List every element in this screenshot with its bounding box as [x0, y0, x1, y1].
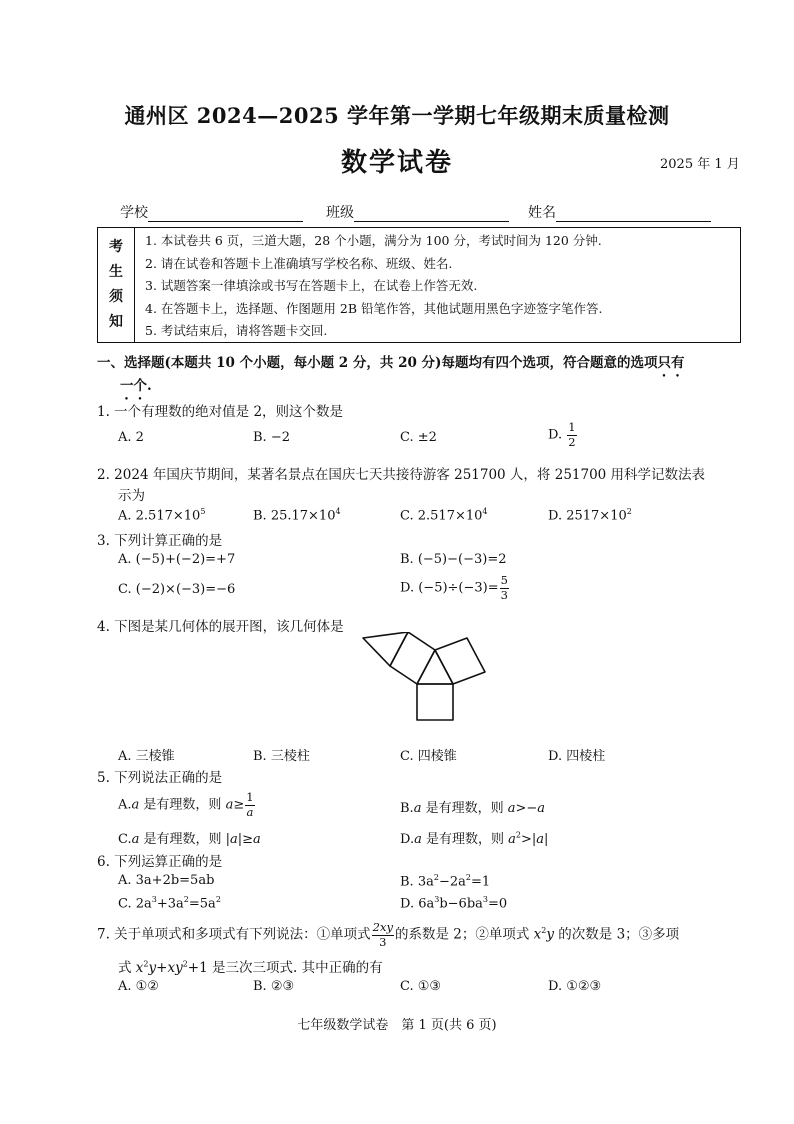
variable: x: [533, 926, 542, 943]
question-5-stem: 5. 下列说法正确的是: [97, 770, 223, 786]
exam-date: 2025 年 1 月: [660, 157, 740, 172]
notice-heading-char: 须: [109, 289, 123, 305]
q3-option-d-prefix: D. (−5)÷(−3)=: [400, 580, 499, 596]
triangular-prism-net-figure: [355, 632, 515, 742]
q2-option-b-text: B. 25.17×10: [253, 508, 336, 524]
q7-option-b[interactable]: B. ②③: [253, 979, 295, 994]
stem-text: 的系数是 2；②单项式: [394, 926, 534, 943]
notice-heading-char: 考: [109, 239, 123, 255]
question-4-stem: 4. 下图是某几何体的展开图，该几何体是: [97, 619, 344, 635]
variable: a: [413, 801, 422, 816]
section-heading-text: 一、选择题(本题共 10 个小题，每小题 2 分，共 20 分)每题均有四个选项，符合题意的选项: [97, 355, 658, 371]
fraction-numerator: 2xy: [372, 920, 393, 934]
q3-option-d[interactable]: [400, 575, 510, 601]
option-prefix: B.: [400, 801, 414, 816]
q5-option-d[interactable]: [400, 828, 548, 847]
q7-monomial-fraction: [372, 922, 394, 948]
q1-option-b[interactable]: B. −2: [253, 430, 290, 445]
section-heading-emphasis: 一个: [120, 378, 147, 394]
q4-option-a[interactable]: A. 三棱锥: [118, 749, 175, 764]
notice-item: 4. 在答题卡上，选择题、作图题用 2B 铅笔作答，其他试题用黑色字迹签字笔作答.: [145, 300, 603, 316]
option-text: 是有理数，则: [139, 832, 226, 847]
class-blank[interactable]: [354, 207, 509, 222]
expression: |a|≥a: [225, 832, 261, 847]
page-footer: 七年级数学试卷 第 1 页(共 6 页): [297, 1018, 497, 1033]
option-text: 是有理数，则: [139, 797, 226, 813]
net-left-triangle: [363, 632, 408, 666]
expression: a>−a: [507, 801, 546, 816]
expression: −2a: [438, 874, 466, 890]
exponent: 2: [182, 959, 188, 969]
notice-items: [145, 230, 602, 343]
expression: D. 6a: [400, 896, 435, 912]
variable: a: [414, 832, 422, 847]
section-heading-line2: [120, 374, 152, 403]
q2-option-c-text: C. 2.517×10: [400, 508, 483, 524]
stem-text: +1 是三次三项式. 其中正确的有: [187, 960, 383, 976]
q1-option-d-fraction: [567, 422, 576, 448]
net-bottom-square: [417, 684, 453, 720]
section-heading: [97, 351, 684, 380]
fraction-numerator: 1: [246, 790, 254, 804]
exponent: 2: [215, 895, 221, 904]
q2-option-a[interactable]: [118, 507, 205, 523]
exponent: 3: [434, 895, 440, 904]
variable: x: [135, 960, 144, 976]
question-7-stem-line2: [118, 956, 383, 976]
exam-title: 通州区 2024—2025 学年第一学期七年级期末质量检测: [124, 103, 670, 128]
q2-option-b[interactable]: [253, 507, 341, 523]
stem-text: 的次数是 3；③多项: [554, 926, 680, 943]
exam-notice-box: [97, 227, 741, 343]
school-field[interactable]: [120, 202, 303, 222]
name-blank[interactable]: [556, 207, 711, 222]
stem-text: 式: [118, 960, 136, 976]
option-text: 是有理数，则: [421, 801, 508, 816]
net-right-square: [435, 638, 485, 684]
notice-heading: [98, 228, 135, 342]
q3-option-c[interactable]: C. (−2)×(−3)=−6: [118, 582, 236, 597]
exponent: 2: [626, 507, 632, 516]
expression: =1: [470, 874, 491, 890]
q5-option-a-fraction: [245, 792, 254, 818]
notice-item: 5. 考试结束后，请将答题卡交回.: [145, 323, 328, 339]
exponent: 2: [183, 895, 189, 904]
q3-option-b[interactable]: B. (−5)−(−3)=2: [400, 552, 507, 567]
option-text: 是有理数，则: [421, 832, 509, 847]
name-field[interactable]: [528, 202, 711, 222]
option-prefix: C.: [118, 832, 132, 847]
fraction-numerator: 1: [568, 420, 576, 434]
name-label: 姓名: [528, 205, 556, 221]
q4-option-c[interactable]: C. 四棱锥: [400, 749, 457, 764]
q6-option-b[interactable]: [400, 873, 490, 889]
variable: a: [225, 797, 234, 813]
net-left-square: [390, 632, 435, 684]
notice-item: 3. 试题答案一律填涂或书写在答题卡上，在试卷上作答无效.: [145, 278, 478, 294]
q1-option-c[interactable]: C. ±2: [400, 430, 437, 445]
q1-option-d[interactable]: [548, 422, 578, 448]
q5-option-a[interactable]: [118, 792, 256, 818]
exponent: 4: [335, 507, 341, 516]
option-prefix: D.: [400, 832, 415, 847]
q2-option-c[interactable]: [400, 507, 488, 523]
q5-option-b[interactable]: [400, 797, 545, 816]
fraction-denominator: a: [246, 804, 254, 819]
section-heading-emphasis: 只有: [657, 355, 685, 371]
q7-option-a[interactable]: A. ①②: [118, 979, 159, 994]
exponent: 5: [200, 507, 206, 516]
net-center-triangle: [417, 650, 453, 684]
q2-option-d[interactable]: [548, 507, 632, 523]
expression: =0: [488, 896, 508, 912]
variable: a: [508, 832, 516, 847]
q7-option-d[interactable]: D. ①②③: [548, 979, 602, 994]
section-heading-end: .: [147, 378, 152, 394]
q1-option-d-prefix: D.: [548, 427, 563, 443]
q7-option-c[interactable]: C. ①③: [400, 979, 442, 994]
q4-option-b[interactable]: B. 三棱柱: [253, 749, 310, 764]
question-2-stem: 2. 2024 年国庆节期间，某著名景点在国庆七天共接待游客 251700 人，将 251700 用科学记数法表: [97, 467, 706, 483]
question-1-stem: 1. 一个有理数的绝对值是 2，则这个数是: [97, 404, 344, 420]
exponent: 2: [143, 959, 149, 969]
exponent: 2: [433, 873, 439, 882]
stem-text: 7. 关于单项式和多项式有下列说法：①单项式: [97, 926, 371, 943]
expression: B. 3a: [400, 874, 434, 890]
notice-heading-char: 生: [109, 264, 123, 280]
notice-item: 2. 请在试卷和答题卡上准确填写学校名称、班级、姓名.: [145, 255, 453, 271]
exponent: 3: [482, 895, 488, 904]
class-field[interactable]: [326, 202, 509, 222]
relation: ≥: [233, 797, 245, 813]
q6-option-c[interactable]: [118, 895, 221, 911]
exponent: 2: [465, 873, 471, 882]
option-prefix: A.: [118, 797, 132, 813]
expression: b−6ba: [439, 896, 483, 912]
exponent: 2: [541, 926, 547, 935]
notice-item: 1. 本试卷共 6 页，三道大题，28 个小题，满分为 100 分，考试时间为 120 分钟.: [145, 233, 602, 248]
q2-option-d-text: D. 2517×10: [548, 508, 627, 524]
variable: y: [546, 926, 555, 943]
fraction-numerator: 5: [500, 573, 508, 587]
exponent: 3: [151, 895, 157, 904]
class-label: 班级: [326, 205, 354, 221]
q6-option-d[interactable]: [400, 895, 507, 911]
q3-option-a[interactable]: A. (−5)+(−2)=+7: [118, 552, 236, 567]
exponent: 2: [515, 830, 521, 840]
expression: +3a: [156, 896, 184, 912]
question-3-stem: 3. 下列计算正确的是: [97, 533, 223, 549]
expression: y+xy: [148, 960, 183, 976]
q3-option-d-fraction: [500, 575, 509, 601]
question-6-stem: 6. 下列运算正确的是: [97, 854, 223, 870]
variable: a: [131, 832, 140, 847]
variable: a: [131, 797, 140, 813]
fraction-denominator: 3: [379, 934, 387, 949]
q4-option-d[interactable]: D. 四棱柱: [548, 749, 606, 764]
exam-subtitle: 数学试卷: [340, 148, 453, 178]
expression: =5a: [188, 896, 216, 912]
school-blank[interactable]: [148, 207, 303, 222]
question-7-stem: [97, 922, 679, 948]
q5-option-c[interactable]: [118, 828, 261, 847]
expression: C. 2a: [118, 896, 152, 912]
q6-option-a[interactable]: A. 3a+2b=5ab: [118, 873, 215, 888]
q2-option-a-text: A. 2.517×10: [118, 508, 201, 524]
school-label: 学校: [120, 205, 148, 221]
fraction-denominator: 3: [500, 587, 508, 602]
exponent: 4: [482, 507, 488, 516]
q1-option-a[interactable]: A. 2: [118, 430, 144, 445]
question-2-stem-line2: 示为: [118, 488, 145, 504]
fraction-denominator: 2: [568, 434, 576, 449]
notice-heading-char: 知: [109, 314, 123, 330]
expression: >|a|: [520, 832, 549, 847]
